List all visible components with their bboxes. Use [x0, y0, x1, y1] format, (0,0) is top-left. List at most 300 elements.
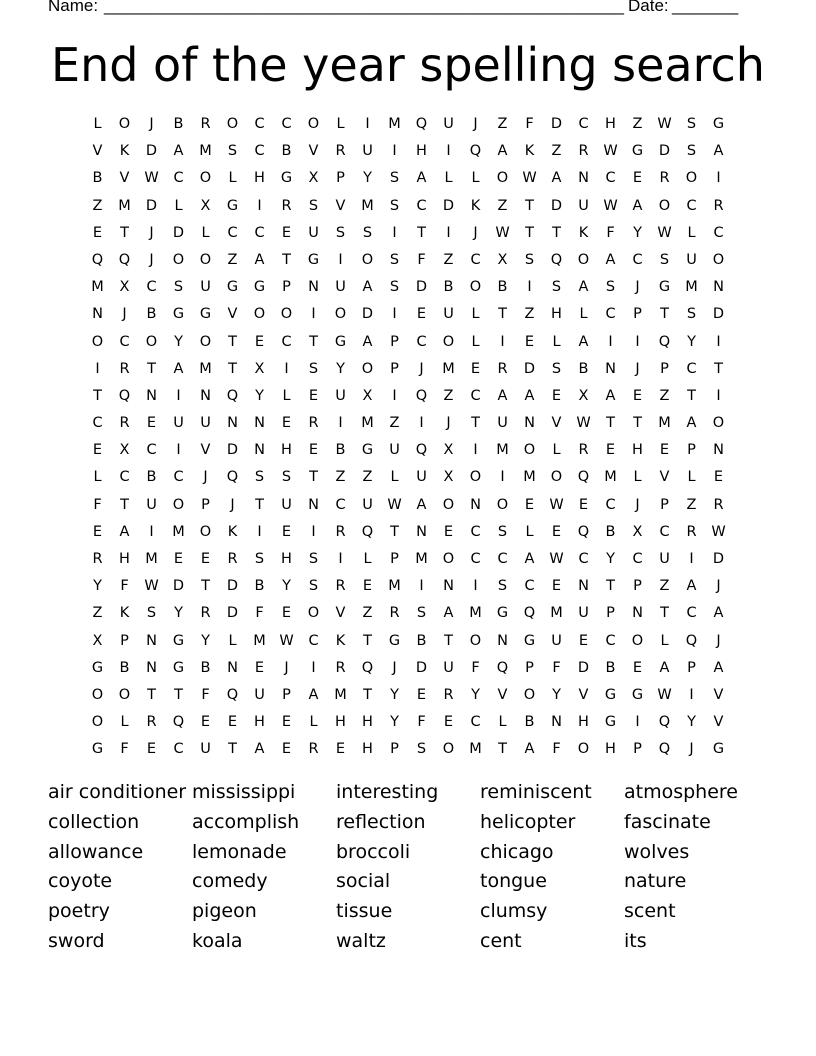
grid-letter: U [335, 387, 346, 404]
grid-letter: L [552, 333, 561, 350]
grid-letter: T [606, 415, 615, 432]
grid-letter: W [576, 415, 591, 432]
grid-letter: M [604, 469, 617, 486]
grid-letter: O [469, 469, 482, 486]
grid-letter: A [524, 387, 535, 404]
grid-letter: N [227, 415, 238, 432]
grid-letter: I [365, 116, 370, 132]
grid-letter: F [120, 741, 129, 758]
grid-letter: U [200, 415, 211, 432]
grid-letter: W [387, 496, 402, 513]
grid-letter: V [713, 686, 724, 703]
grid-letter: L [471, 170, 480, 187]
grid-letter: Y [363, 170, 372, 187]
grid-letter: W [657, 686, 672, 703]
grid-letter: N [713, 279, 724, 296]
grid-letter: J [203, 469, 208, 486]
grid-letter: B [173, 116, 184, 132]
grid-letter: O [496, 170, 509, 187]
grid-letter: C [281, 333, 292, 350]
grid-letter: Q [118, 251, 131, 268]
grid-letter: R [659, 170, 670, 187]
grid-letter: C [470, 551, 481, 567]
grid-letter: I [311, 659, 316, 676]
grid-letter: E [524, 333, 535, 350]
grid-letter: A [362, 279, 373, 296]
grid-letter: M [388, 578, 401, 595]
grid-letter: C [632, 251, 643, 268]
grid-letter: C [119, 333, 130, 350]
grid-letter: X [254, 360, 265, 377]
grid-letter: Y [201, 632, 210, 649]
grid-letter: W [657, 224, 672, 241]
grid-row [84, 413, 732, 440]
grid-letter: R [335, 143, 346, 160]
grid-letter: O [469, 632, 482, 649]
grid-letter: T [363, 632, 372, 649]
grid-letter: F [201, 686, 210, 703]
grid-letter: A [713, 605, 724, 622]
grid-letter: P [687, 659, 696, 676]
grid-letter: P [633, 741, 642, 758]
grid-letter: M [415, 551, 428, 567]
grid-row [84, 277, 732, 304]
grid-letter: U [200, 279, 211, 296]
word-bank-item: tissue [336, 900, 393, 923]
grid-letter: B [605, 523, 616, 540]
grid-letter: R [119, 415, 130, 432]
grid-letter: N [524, 415, 535, 432]
grid-letter: I [176, 442, 181, 459]
grid-letter: E [659, 442, 670, 459]
grid-letter: B [335, 442, 346, 459]
grid-letter: L [363, 551, 372, 567]
grid-letter: P [120, 632, 129, 649]
grid-letter: P [336, 170, 345, 187]
grid-letter: F [552, 741, 561, 758]
grid-letter: U [200, 741, 211, 758]
grid-letter: U [551, 632, 562, 649]
grid-letter: C [254, 224, 265, 241]
grid-letter: Z [362, 469, 373, 486]
grid-letter: S [389, 279, 400, 296]
grid-letter: O [442, 741, 455, 758]
grid-letter: I [392, 387, 397, 404]
grid-letter: Q [415, 387, 428, 404]
grid-letter: A [308, 686, 319, 703]
grid-letter: T [201, 578, 210, 595]
grid-letter: S [308, 360, 319, 377]
grid-letter: A [362, 333, 373, 350]
grid-letter: U [389, 442, 400, 459]
grid-letter: D [712, 306, 725, 323]
grid-letter: O [199, 523, 212, 540]
grid-letter: I [338, 415, 343, 432]
grid-letter: Y [633, 224, 642, 241]
word-bank-item: collection [48, 810, 140, 833]
grid-letter: S [308, 578, 319, 595]
grid-letter: B [524, 714, 535, 731]
grid-letter: T [147, 360, 156, 377]
word-bank-item: nature [624, 870, 687, 893]
grid-letter: I [689, 686, 694, 703]
grid-letter: F [417, 714, 426, 731]
grid-letter: H [362, 741, 373, 758]
grid-letter: S [524, 251, 535, 268]
grid-letter: U [281, 496, 292, 513]
grid-letter: A [173, 360, 184, 377]
grid-letter: C [578, 551, 589, 567]
grid-letter: T [120, 496, 129, 513]
grid-letter: Q [658, 333, 671, 350]
grid-letter: I [257, 523, 262, 540]
grid-letter: Z [443, 251, 454, 268]
grid-letter: C [578, 116, 589, 132]
grid-letter: O [469, 279, 482, 296]
grid-letter: B [281, 143, 292, 160]
grid-letter: Q [496, 659, 509, 676]
grid-letter: O [523, 442, 536, 459]
grid-letter: C [470, 714, 481, 731]
grid-letter: Z [92, 197, 103, 214]
word-bank-item: poetry [48, 900, 110, 923]
grid-letter: T [228, 333, 237, 350]
grid-letter: E [92, 224, 103, 241]
grid-letter: A [254, 741, 265, 758]
grid-letter: R [686, 523, 697, 540]
grid-letter: P [606, 605, 615, 622]
grid-letter: C [605, 632, 616, 649]
grid-letter: E [713, 469, 724, 486]
grid-letter: I [446, 224, 451, 241]
grid-letter: E [200, 551, 211, 567]
grid-letter: C [524, 578, 535, 595]
grid-letter: U [254, 686, 265, 703]
grid-letter: V [227, 306, 238, 323]
grid-letter: E [605, 442, 616, 459]
grid-letter: S [389, 197, 400, 214]
grid-letter: W [495, 224, 510, 241]
grid-letter: N [443, 578, 454, 595]
grid-letter: E [308, 442, 319, 459]
grid-letter: A [686, 415, 697, 432]
grid-letter: L [228, 632, 237, 649]
grid-letter: X [443, 442, 454, 459]
grid-letter: C [173, 170, 184, 187]
grid-letter: U [335, 279, 346, 296]
grid-letter: N [308, 279, 319, 296]
grid-letter: Z [551, 143, 562, 160]
grid-letter: M [199, 143, 212, 160]
grid-letter: L [579, 306, 588, 323]
grid-letter: G [658, 279, 671, 296]
grid-letter: F [255, 605, 264, 622]
grid-letter: I [392, 306, 397, 323]
grid-letter: J [635, 279, 640, 296]
grid-letter: K [119, 605, 130, 622]
grid-letter: J [635, 360, 640, 377]
grid-letter: V [713, 714, 724, 731]
grid-letter: C [605, 306, 616, 323]
grid-letter: A [605, 387, 616, 404]
grid-letter: P [390, 741, 399, 758]
grid-letter: A [524, 551, 535, 567]
grid-letter: D [523, 360, 536, 377]
grid-letter: A [119, 523, 130, 540]
grid-letter: G [253, 279, 266, 296]
grid-letter: H [119, 551, 130, 567]
grid-row [84, 141, 732, 168]
grid-letter: S [605, 279, 616, 296]
grid-letter: P [633, 578, 642, 595]
grid-letter: E [578, 632, 589, 649]
grid-letter: T [417, 224, 426, 241]
grid-letter: O [91, 714, 104, 731]
grid-letter: I [635, 333, 640, 350]
grid-letter: F [120, 578, 129, 595]
grid-letter: T [120, 224, 129, 241]
grid-letter: O [361, 360, 374, 377]
grid-letter: O [172, 251, 185, 268]
grid-letter: V [308, 143, 319, 160]
grid-letter: Q [469, 143, 482, 160]
grid-letter: J [716, 578, 721, 595]
grid-letter: Q [550, 251, 563, 268]
grid-letter: O [199, 333, 212, 350]
grid-letter: O [442, 496, 455, 513]
grid-letter: Y [93, 578, 102, 595]
grid-letter: W [711, 523, 726, 540]
grid-letter: K [119, 143, 130, 160]
grid-letter: S [281, 469, 292, 486]
word-bank-item: reminiscent [480, 781, 592, 803]
grid-letter: E [92, 442, 103, 459]
grid-letter: C [308, 632, 319, 649]
grid-letter: M [523, 469, 536, 486]
grid-letter: S [686, 116, 697, 132]
grid-letter: K [227, 523, 238, 540]
grid-letter: V [92, 143, 103, 160]
grid-letter: S [659, 251, 670, 268]
grid-letter: U [686, 251, 697, 268]
grid-row [84, 359, 732, 386]
grid-letter: H [281, 551, 292, 567]
grid-letter: W [144, 578, 159, 595]
grid-letter: W [549, 496, 564, 513]
grid-letter: S [416, 741, 427, 758]
grid-letter: J [284, 659, 289, 676]
grid-letter: I [257, 197, 262, 214]
grid-letter: V [119, 170, 130, 187]
grid-letter: D [550, 116, 563, 132]
grid-letter: H [335, 714, 346, 731]
grid-letter: X [119, 442, 130, 459]
grid-letter: G [604, 686, 617, 703]
grid-letter: D [226, 442, 239, 459]
grid-letter: X [497, 251, 508, 268]
grid-row [84, 603, 732, 630]
grid-letter: M [172, 523, 185, 540]
grid-letter: L [471, 333, 480, 350]
grid-letter: F [525, 116, 534, 132]
grid-row [84, 631, 732, 658]
grid-letter: C [173, 469, 184, 486]
grid-letter: S [308, 551, 319, 567]
word-bank [48, 779, 768, 958]
grid-letter: V [578, 686, 589, 703]
grid-letter: H [578, 714, 589, 731]
grid-letter: O [523, 686, 536, 703]
grid-row [84, 549, 732, 576]
grid-letter: G [307, 251, 320, 268]
grid-letter: Y [174, 333, 183, 350]
grid-letter: T [174, 686, 183, 703]
grid-letter: O [442, 333, 455, 350]
grid-letter: C [686, 605, 697, 622]
grid-letter: X [362, 387, 373, 404]
grid-letter: J [473, 224, 478, 241]
grid-letter: S [362, 224, 373, 241]
grid-letter: E [281, 605, 292, 622]
grid-letter: E [443, 523, 454, 540]
grid-letter: P [201, 496, 210, 513]
word-bank-item: helicopter [480, 810, 576, 833]
grid-letter: S [416, 605, 427, 622]
grid-letter: E [146, 741, 157, 758]
grid-letter: C [713, 224, 724, 241]
grid-letter: O [91, 333, 104, 350]
grid-letter: M [361, 197, 374, 214]
grid-letter: D [145, 143, 158, 160]
grid-letter: Q [172, 714, 185, 731]
grid-letter: L [174, 197, 183, 214]
grid-letter: R [578, 143, 589, 160]
grid-letter: P [282, 686, 291, 703]
grid-letter: E [551, 523, 562, 540]
grid-letter: R [578, 442, 589, 459]
grid-letter: E [335, 741, 346, 758]
grid-letter: O [712, 415, 725, 432]
grid-letter: A [659, 659, 670, 676]
grid-letter: T [309, 469, 318, 486]
grid-letter: L [336, 116, 345, 132]
grid-row [84, 712, 732, 739]
grid-letter: O [199, 251, 212, 268]
grid-letter: R [497, 360, 508, 377]
grid-letter: G [226, 197, 239, 214]
grid-letter: C [686, 360, 697, 377]
grid-letter: C [254, 116, 265, 132]
grid-letter: Q [658, 741, 671, 758]
grid-letter: Q [577, 469, 590, 486]
grid-letter: B [254, 578, 265, 595]
grid-letter: M [199, 360, 212, 377]
grid-letter: P [687, 442, 696, 459]
grid-letter: E [92, 523, 103, 540]
grid-letter: M [442, 360, 455, 377]
grid-letter: I [527, 279, 532, 296]
grid-letter: U [308, 224, 319, 241]
grid-letter: L [525, 523, 534, 540]
grid-letter: Z [443, 387, 454, 404]
word-bank-item: cent [480, 929, 522, 952]
grid-letter: H [254, 170, 265, 187]
grid-letter: D [577, 659, 590, 676]
grid-row [84, 658, 732, 685]
word-bank-item: air conditioner [48, 781, 187, 803]
grid-letter: A [605, 251, 616, 268]
grid-letter: G [712, 116, 725, 132]
grid-letter: U [362, 143, 373, 160]
grid-letter: B [119, 659, 130, 676]
grid-letter: N [497, 632, 508, 649]
grid-letter: I [500, 333, 505, 350]
grid-letter: M [253, 632, 266, 649]
page-title: End of the year spelling search [51, 38, 765, 92]
grid-letter: C [632, 551, 643, 567]
grid-letter: E [416, 306, 427, 323]
grid-letter: L [93, 116, 102, 132]
name-line: _______________________________________________________ [104, 0, 625, 15]
grid-letter: N [416, 523, 427, 540]
grid-letter: E [632, 170, 643, 187]
grid-letter: R [119, 360, 130, 377]
grid-letter: N [146, 387, 157, 404]
word-bank-item: its [624, 929, 647, 952]
grid-letter: G [631, 686, 644, 703]
grid-letter: S [551, 279, 562, 296]
date-label: Date: [628, 0, 669, 15]
grid-letter: G [199, 306, 212, 323]
grid-letter: O [145, 333, 158, 350]
grid-letter: G [604, 714, 617, 731]
grid-letter: O [361, 251, 374, 268]
grid-letter: I [635, 714, 640, 731]
grid-letter: J [149, 116, 154, 132]
grid-letter: E [281, 523, 292, 540]
grid-letter: Y [687, 333, 696, 350]
grid-letter: Q [226, 387, 239, 404]
grid-letter: K [335, 632, 346, 649]
grid-letter: Y [255, 387, 264, 404]
grid-letter: B [443, 279, 454, 296]
grid-letter: I [608, 333, 613, 350]
grid-letter: R [335, 523, 346, 540]
grid-letter: R [200, 605, 211, 622]
grid-letter: I [149, 523, 154, 540]
grid-letter: S [497, 523, 508, 540]
grid-letter: G [91, 741, 104, 758]
grid-letter: P [390, 360, 399, 377]
grid-letter: A [173, 143, 184, 160]
grid-letter: T [444, 632, 453, 649]
grid-row [84, 114, 732, 141]
grid-letter: G [361, 442, 374, 459]
grid-letter: O [685, 170, 698, 187]
grid-letter: V [659, 469, 670, 486]
grid-letter: N [146, 632, 157, 649]
grid-letter: A [686, 578, 697, 595]
grid-letter: A [443, 605, 454, 622]
grid-letter: D [226, 605, 239, 622]
grid-letter: C [470, 251, 481, 268]
grid-row [84, 576, 732, 603]
grid-letter: C [659, 523, 670, 540]
grid-letter: O [280, 306, 293, 323]
grid-letter: E [146, 415, 157, 432]
grid-letter: D [415, 279, 428, 296]
grid-letter: Y [390, 714, 399, 731]
